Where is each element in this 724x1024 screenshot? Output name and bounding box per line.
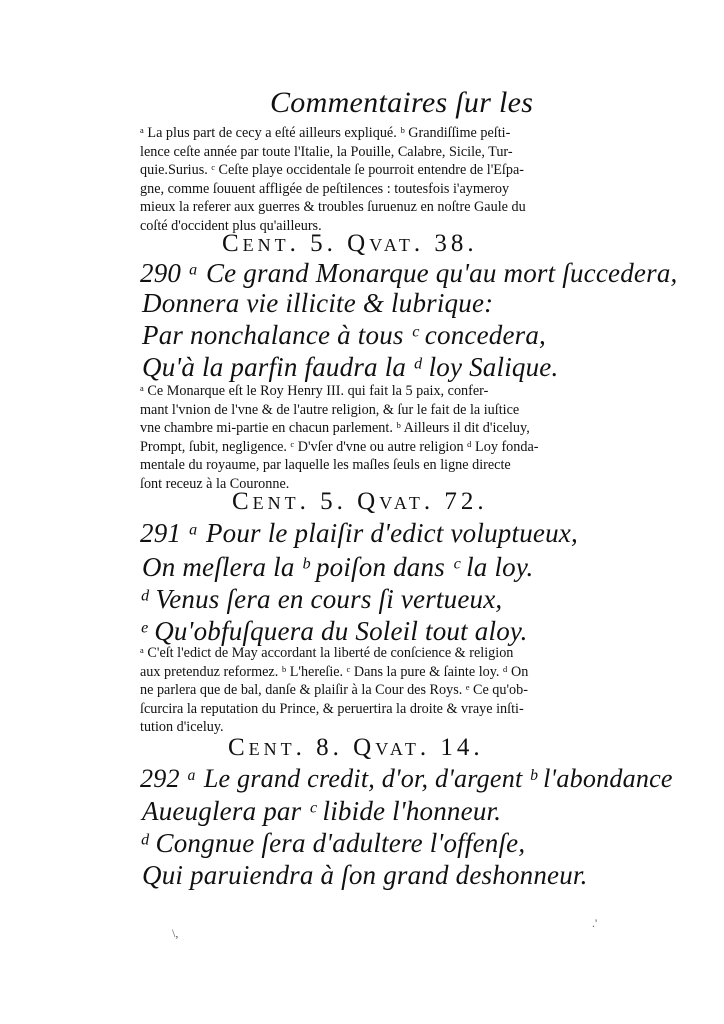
note-line: ᵃ Ce Monarque eſt le Roy Henry III. qui fait la 5 paix, confer- bbox=[140, 383, 489, 399]
verse-line: ᵈ Congnue ſera d'adultere l'offenſe, bbox=[140, 828, 526, 858]
verse-line: 291 ᵃ Pour le plaiſir d'edict voluptueux, bbox=[140, 518, 578, 548]
note-line: quie.Surius. ᶜ Ceſte playe occidentale ſe pourroit entendre de l'Eſpa- bbox=[140, 162, 524, 179]
quatrain-heading: Cent. 5. Qvat. 72. bbox=[232, 488, 488, 515]
note-line: ᵃ C'eſt l'edict de May accordant la liberté de conſcience & religion bbox=[140, 645, 514, 661]
verse-line: Par nonchalance à tous ᶜ concedera, bbox=[142, 320, 546, 350]
verse-line: Aueuglera par ᶜ libide l'honneur. bbox=[142, 796, 502, 826]
note-line: lence ceſte année par toute l'Italie, la Pouille, Calabre, Sicile, Tur- bbox=[140, 143, 513, 160]
note-line: ſont receuz à la Couronne. bbox=[140, 475, 290, 492]
note-line: mant l'vnion de l'vne & de l'autre religion, & ſur le fait de la iuſtice bbox=[140, 401, 520, 418]
verse-line: Qu'à la parfin faudra la ᵈ loy Salique. bbox=[142, 352, 559, 382]
commentary-note-3 bbox=[140, 644, 618, 737]
note-line: coſté d'occident plus qu'ailleurs. bbox=[140, 217, 322, 234]
print-speck: .' bbox=[592, 916, 598, 930]
note-line: Prompt, ſubit, negligence. ᶜ D'vſer d'vne ou autre religion ᵈ Loy fonda- bbox=[140, 438, 539, 455]
note-line: tution d'iceluy. bbox=[140, 719, 224, 736]
quatrain-heading: Cent. 5. Qvat. 38. bbox=[222, 230, 478, 257]
quatrain-heading: Cent. 8. Qvat. 14. bbox=[228, 734, 484, 761]
note-line: ſcurcira la reputation du Prince, & peruertira la droite & vraye inſti- bbox=[140, 700, 524, 717]
verse-line: ᵉ Qu'obfuſquera du Soleil tout aloy. bbox=[140, 616, 528, 646]
commentary-note-1 bbox=[140, 124, 618, 236]
note-line: mieux la referer aux guerres & troubles ſuruenuz en noſtre Gaule du bbox=[140, 199, 526, 216]
commentary-note-2 bbox=[140, 382, 618, 494]
print-speck: \, bbox=[172, 926, 179, 940]
running-head: Commentaires ſur les bbox=[270, 86, 534, 119]
note-line: ne parlera que de bal, danſe & plaiſir à la Cour des Roys. ᵉ Ce qu'ob- bbox=[140, 682, 528, 699]
note-line: mentale du royaume, par laquelle les maſles ſeuls en ligne directe bbox=[140, 457, 511, 474]
note-line: ᵃ La plus part de cecy a eſté ailleurs expliqué. ᵇ Grandiſſime peſti- bbox=[140, 125, 511, 141]
note-line: aux pretenduz reformez. ᵇ L'hereſie. ᶜ Dans la pure & ſainte loy. ᵈ On bbox=[140, 663, 529, 680]
note-line: gne, comme ſouuent affligée de peſtilences : toutesfois i'aymeroy bbox=[140, 180, 510, 197]
verse-line: 292 ᵃ Le grand credit, d'or, d'argent ᵇ l'abondance bbox=[140, 764, 673, 793]
verse-line: Qui paruiendra à ſon grand deshonneur. bbox=[142, 860, 588, 890]
verse-line: Donnera vie illicite & lubrique: bbox=[142, 288, 494, 318]
verse-line: On meſlera la ᵇ poiſon dans ᶜ la loy. bbox=[142, 552, 534, 582]
verse-line: 290 ᵃ Ce grand Monarque qu'au mort ſuccedera, bbox=[140, 258, 678, 288]
note-line: vne chambre mi-partie en chacun parlement. ᵇ Ailleurs il dit d'iceluy, bbox=[140, 420, 530, 437]
verse-line: ᵈ Venus ſera en cours ſi vertueux, bbox=[140, 584, 503, 614]
